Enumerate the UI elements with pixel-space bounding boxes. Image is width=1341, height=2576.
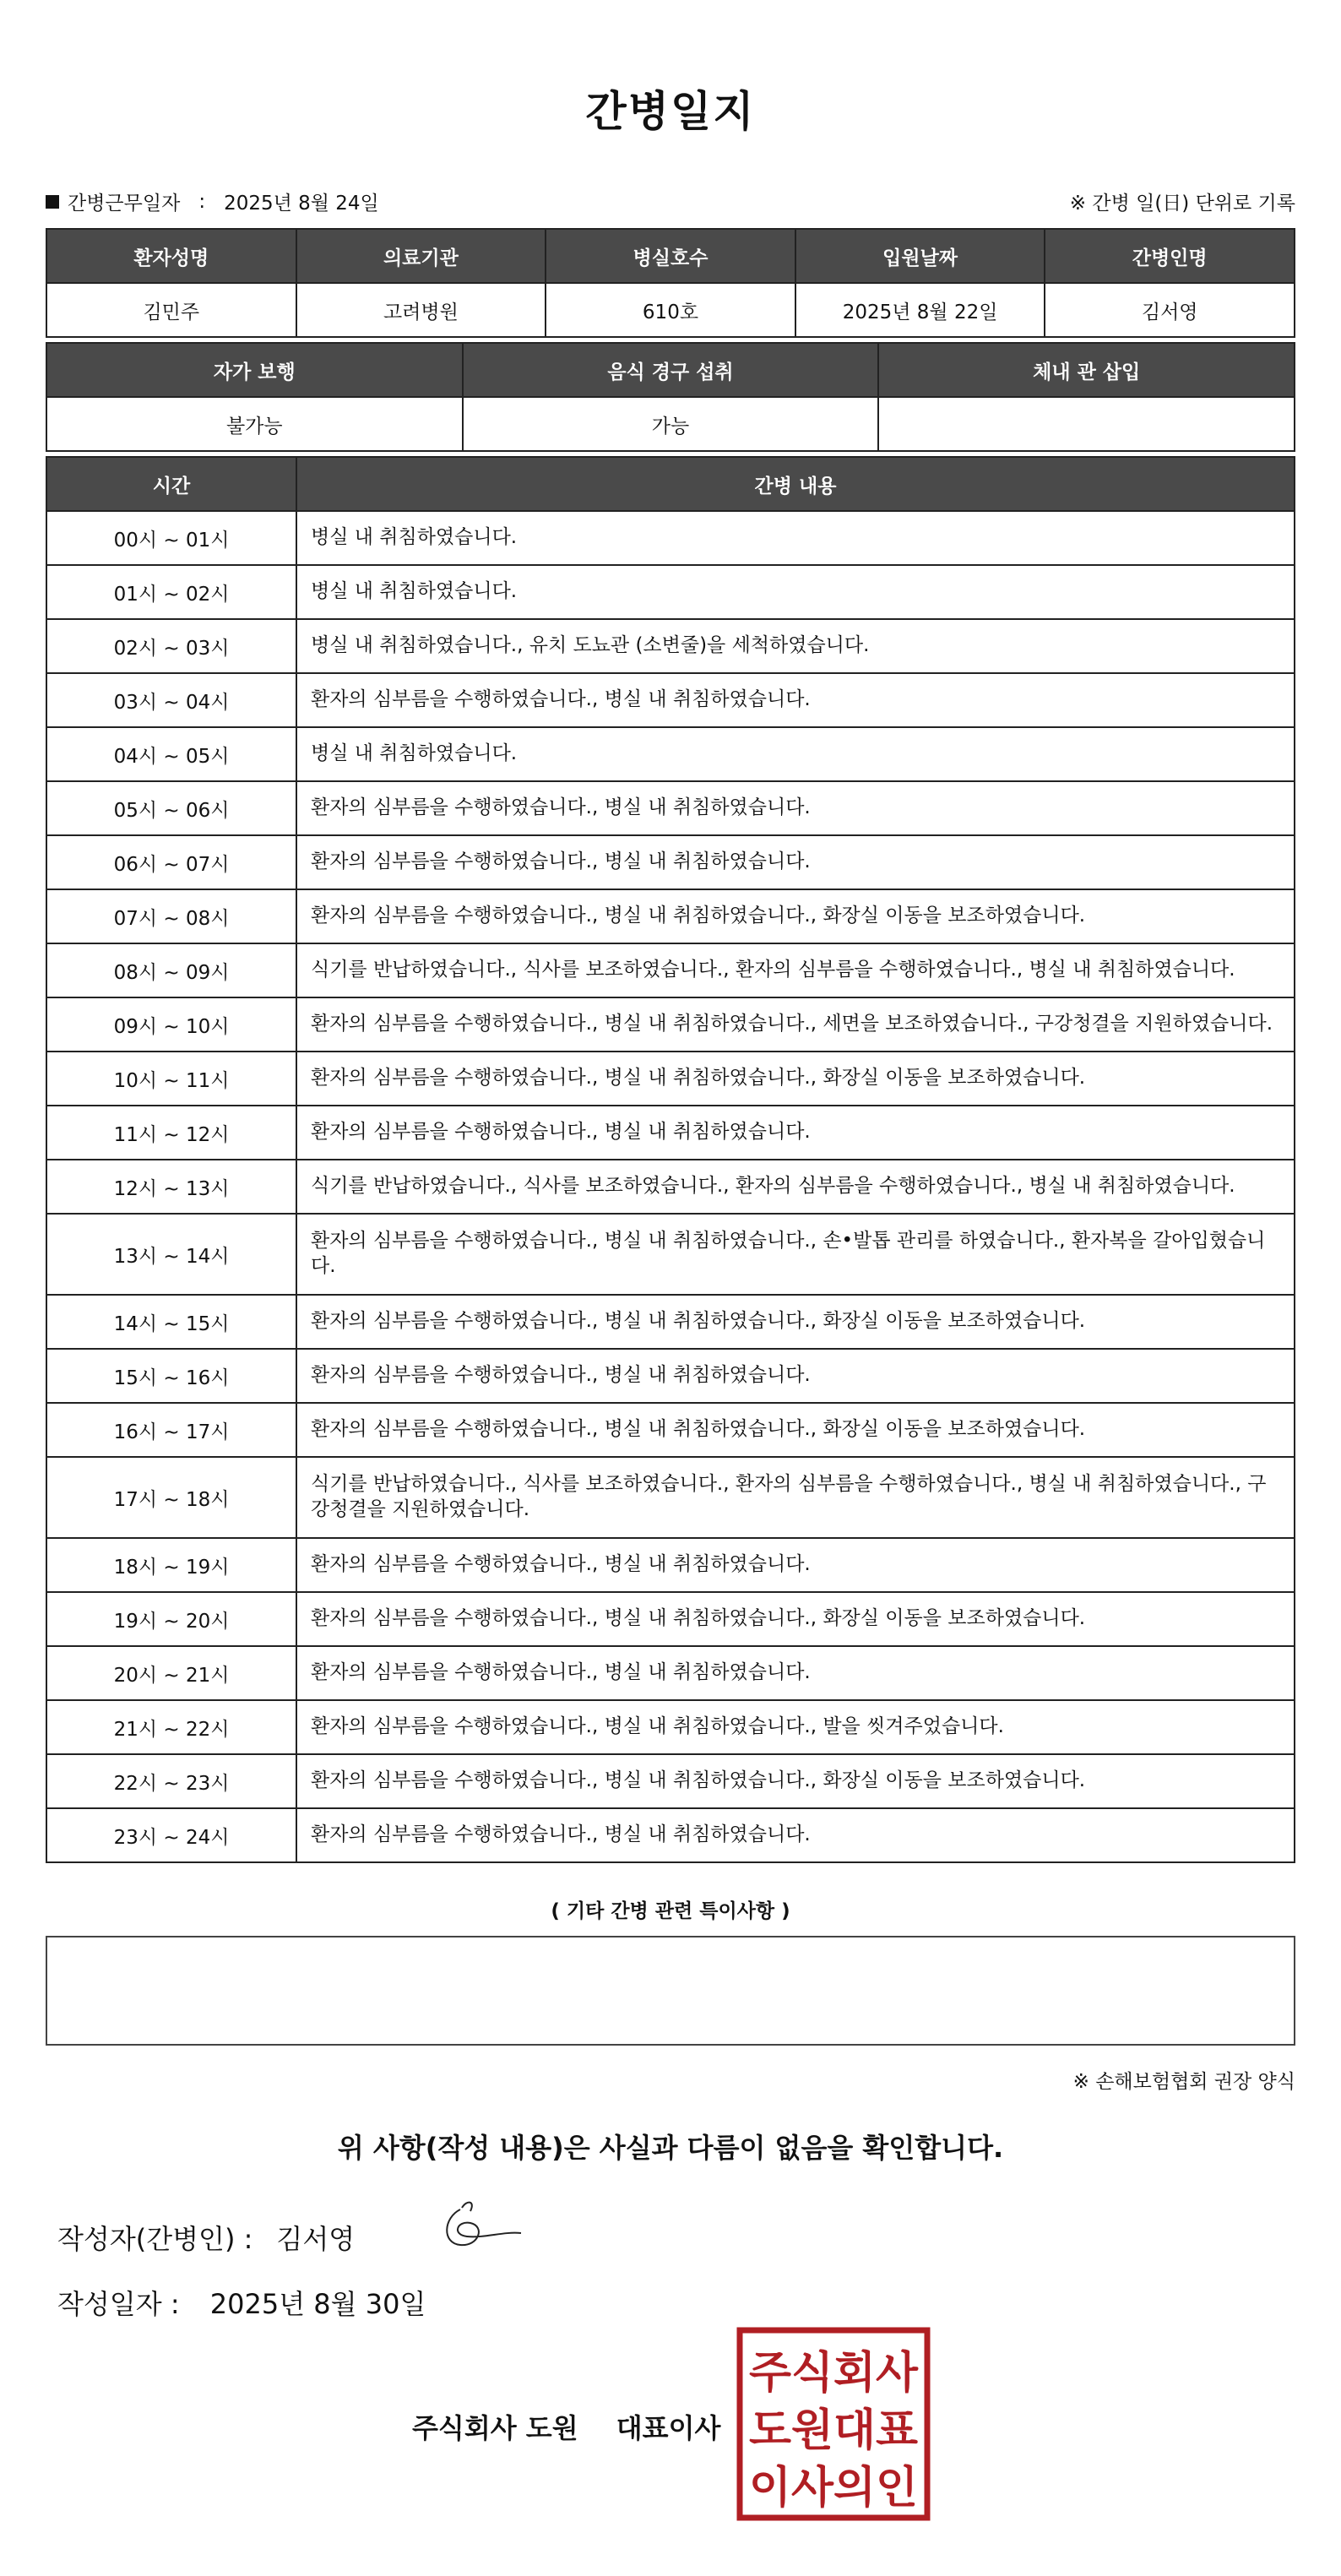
care-log-time: 14시 ~ 15시 — [46, 1295, 296, 1349]
work-date-colon: : — [198, 190, 206, 213]
oral-intake-value: 가능 — [463, 397, 879, 451]
care-log-row — [46, 1808, 1295, 1862]
care-log-row — [46, 835, 1295, 889]
svg-text:주식회사: 주식회사 — [749, 2348, 919, 2399]
care-log-row — [46, 1646, 1295, 1700]
admission-date: 2025년 8월 22일 — [795, 283, 1045, 337]
care-log-time: 17시 ~ 18시 — [46, 1457, 296, 1538]
patient-table-header-row — [46, 229, 1295, 283]
hospital: 고려병원 — [296, 283, 546, 337]
written-date-line — [57, 2283, 426, 2322]
care-log-content: 식기를 반납하였습니다., 식사를 보조하였습니다., 환자의 심부름을 수행하였습니다., 병실 내 취침하였습니다. — [296, 1160, 1295, 1214]
page-title: 간병일지 — [585, 87, 756, 136]
svg-text:이사의인: 이사의인 — [749, 2463, 918, 2514]
writer-label: 작성자(간병인) : — [57, 2223, 253, 2255]
care-log-content: 환자의 심부름을 수행하였습니다., 병실 내 취침하였습니다., 화장실 이동을 보조하였습니다. — [296, 1295, 1295, 1349]
care-log-content: 병실 내 취침하였습니다. — [296, 727, 1295, 781]
care-log-row — [46, 1754, 1295, 1808]
care-log-content: 환자의 심부름을 수행하였습니다., 병실 내 취침하였습니다., 세면을 보조하였습니다., 구강청결을 지원하였습니다. — [296, 997, 1295, 1052]
svg-text:도원대표: 도원대표 — [749, 2405, 918, 2456]
care-log-row — [46, 619, 1295, 673]
care-log-row — [46, 565, 1295, 619]
header-caregiver-name: 간병인명 — [1045, 229, 1295, 283]
care-log-time: 16시 ~ 17시 — [46, 1403, 296, 1457]
care-log-row — [46, 943, 1295, 997]
patient-table-value-row — [46, 283, 1295, 337]
care-log-row — [46, 1700, 1295, 1754]
care-log-time: 13시 ~ 14시 — [46, 1214, 296, 1295]
patient-name: 김민주 — [46, 283, 296, 337]
form-note: ※ 손해보험협회 권장 양식 — [1072, 2071, 1295, 2093]
care-log-time: 01시 ~ 02시 — [46, 565, 296, 619]
care-log-row — [46, 1349, 1295, 1403]
header-care-content: 간병 내용 — [296, 457, 1295, 511]
care-log-row — [46, 511, 1295, 565]
care-log-content: 환자의 심부름을 수행하였습니다., 병실 내 취침하였습니다. — [296, 1538, 1295, 1592]
care-log-header-row — [46, 457, 1295, 511]
care-log-row — [46, 673, 1295, 727]
care-log-time: 07시 ~ 08시 — [46, 889, 296, 943]
care-log-content: 환자의 심부름을 수행하였습니다., 병실 내 취침하였습니다. — [296, 673, 1295, 727]
care-log-row — [46, 1214, 1295, 1295]
self-walking-value: 불가능 — [46, 397, 463, 451]
care-log-time: 02시 ~ 03시 — [46, 619, 296, 673]
tube-insertion-value — [878, 397, 1295, 451]
company-line — [412, 2407, 720, 2446]
care-log-time: 12시 ~ 13시 — [46, 1160, 296, 1214]
care-log-time: 11시 ~ 12시 — [46, 1106, 296, 1160]
care-log-row — [46, 1052, 1295, 1106]
work-date-label: 간병근무일자 — [68, 193, 181, 215]
care-log-content: 환자의 심부름을 수행하였습니다., 병실 내 취침하였습니다., 화장실 이동을 보조하였습니다. — [296, 1052, 1295, 1106]
status-table-value-row — [46, 397, 1295, 451]
care-log-row — [46, 1403, 1295, 1457]
header-room-number: 병실호수 — [546, 229, 795, 283]
written-date-label: 작성일자 : — [57, 2288, 180, 2320]
care-log-time: 22시 ~ 23시 — [46, 1754, 296, 1808]
care-log-row — [46, 997, 1295, 1052]
care-log-time: 15시 ~ 16시 — [46, 1349, 296, 1403]
care-log-time: 05시 ~ 06시 — [46, 781, 296, 835]
care-log-row — [46, 1106, 1295, 1160]
header-time: 시간 — [46, 457, 296, 511]
care-log-time: 21시 ~ 22시 — [46, 1700, 296, 1754]
patient-status-table — [46, 342, 1295, 452]
header-tube-insertion: 체내 관 삽입 — [878, 343, 1295, 397]
record-unit-note: ※ 간병 일(日) 단위로 기록 — [1069, 193, 1295, 215]
care-log-row — [46, 1538, 1295, 1592]
care-log-content: 병실 내 취침하였습니다. — [296, 511, 1295, 565]
care-log-time: 00시 ~ 01시 — [46, 511, 296, 565]
care-log-content: 환자의 심부름을 수행하였습니다., 병실 내 취침하였습니다., 화장실 이동을 보조하였습니다. — [296, 1754, 1295, 1808]
care-log-time: 23시 ~ 24시 — [46, 1808, 296, 1862]
work-date-line — [46, 187, 379, 215]
care-log-content: 병실 내 취침하였습니다. — [296, 565, 1295, 619]
signature — [426, 2193, 528, 2269]
care-log-time: 19시 ~ 20시 — [46, 1592, 296, 1646]
caregiver-name: 김서영 — [1045, 283, 1295, 337]
care-log-content: 환자의 심부름을 수행하였습니다., 병실 내 취침하였습니다., 발을 씻겨주었습니다. — [296, 1700, 1295, 1754]
care-log-content: 환자의 심부름을 수행하였습니다., 병실 내 취침하였습니다. — [296, 1808, 1295, 1862]
care-log-time: 20시 ~ 21시 — [46, 1646, 296, 1700]
care-log-content: 환자의 심부름을 수행하였습니다., 병실 내 취침하였습니다. — [296, 1349, 1295, 1403]
care-log-content: 병실 내 취침하였습니다., 유치 도뇨관 (소변줄)을 세척하였습니다. — [296, 619, 1295, 673]
confirmation-statement: 위 사항(작성 내용)은 사실과 다름이 없음을 확인합니다. — [337, 2132, 1004, 2164]
care-log-content: 환자의 심부름을 수행하였습니다., 병실 내 취침하였습니다. — [296, 835, 1295, 889]
care-log-row — [46, 1592, 1295, 1646]
care-log-body — [46, 511, 1295, 1862]
care-log-time: 06시 ~ 07시 — [46, 835, 296, 889]
square-bullet-icon — [46, 195, 59, 209]
notes-title: ( 기타 간병 관련 특이사항 ) — [551, 1900, 790, 1922]
room-number: 610호 — [546, 283, 795, 337]
company-seal-stamp — [736, 2327, 931, 2521]
care-log-row — [46, 781, 1295, 835]
company-name: 주식회사 도원 — [412, 2412, 578, 2444]
header-self-walking: 자가 보행 — [46, 343, 463, 397]
representative-title: 대표이사 — [616, 2412, 721, 2444]
notes-box — [46, 1936, 1295, 2046]
care-log-row — [46, 1457, 1295, 1538]
writer-line — [57, 2218, 355, 2257]
work-date-value: 2025년 8월 24일 — [224, 193, 379, 215]
writer-name: 김서영 — [276, 2223, 356, 2255]
patient-info-table — [46, 228, 1295, 338]
header-patient-name: 환자성명 — [46, 229, 296, 283]
care-log-content: 환자의 심부름을 수행하였습니다., 병실 내 취침하였습니다. — [296, 1646, 1295, 1700]
care-log-content: 식기를 반납하였습니다., 식사를 보조하였습니다., 환자의 심부름을 수행하였습니다., 병실 내 취침하였습니다. — [296, 943, 1295, 997]
status-table-header-row — [46, 343, 1295, 397]
header-oral-intake: 음식 경구 섭취 — [463, 343, 879, 397]
written-date-value: 2025년 8월 30일 — [209, 2288, 426, 2320]
care-log-time: 09시 ~ 10시 — [46, 997, 296, 1052]
header-admission-date: 입원날짜 — [795, 229, 1045, 283]
care-log-content: 환자의 심부름을 수행하였습니다., 병실 내 취침하였습니다., 손•발톱 관리를 하였습니다., 환자복을 갈아입혔습니다. — [296, 1214, 1295, 1295]
care-log-time: 04시 ~ 05시 — [46, 727, 296, 781]
care-log-time: 08시 ~ 09시 — [46, 943, 296, 997]
care-log-content: 환자의 심부름을 수행하였습니다., 병실 내 취침하였습니다. — [296, 1106, 1295, 1160]
care-log-time: 18시 ~ 19시 — [46, 1538, 296, 1592]
care-log-content: 환자의 심부름을 수행하였습니다., 병실 내 취침하였습니다. — [296, 781, 1295, 835]
care-log-content: 환자의 심부름을 수행하였습니다., 병실 내 취침하였습니다., 화장실 이동을 보조하였습니다. — [296, 1403, 1295, 1457]
care-log-time: 03시 ~ 04시 — [46, 673, 296, 727]
care-log-content: 식기를 반납하였습니다., 식사를 보조하였습니다., 환자의 심부름을 수행하였습니다., 병실 내 취침하였습니다., 구강청결을 지원하였습니다. — [296, 1457, 1295, 1538]
care-log-time: 10시 ~ 11시 — [46, 1052, 296, 1106]
header-hospital: 의료기관 — [296, 229, 546, 283]
care-log-content: 환자의 심부름을 수행하였습니다., 병실 내 취침하였습니다., 화장실 이동을 보조하였습니다. — [296, 889, 1295, 943]
care-log-row — [46, 889, 1295, 943]
care-log-row — [46, 1160, 1295, 1214]
care-log-row — [46, 727, 1295, 781]
care-log-row — [46, 1295, 1295, 1349]
care-log-content: 환자의 심부름을 수행하였습니다., 병실 내 취침하였습니다., 화장실 이동을 보조하였습니다. — [296, 1592, 1295, 1646]
care-log-table — [46, 456, 1295, 1863]
